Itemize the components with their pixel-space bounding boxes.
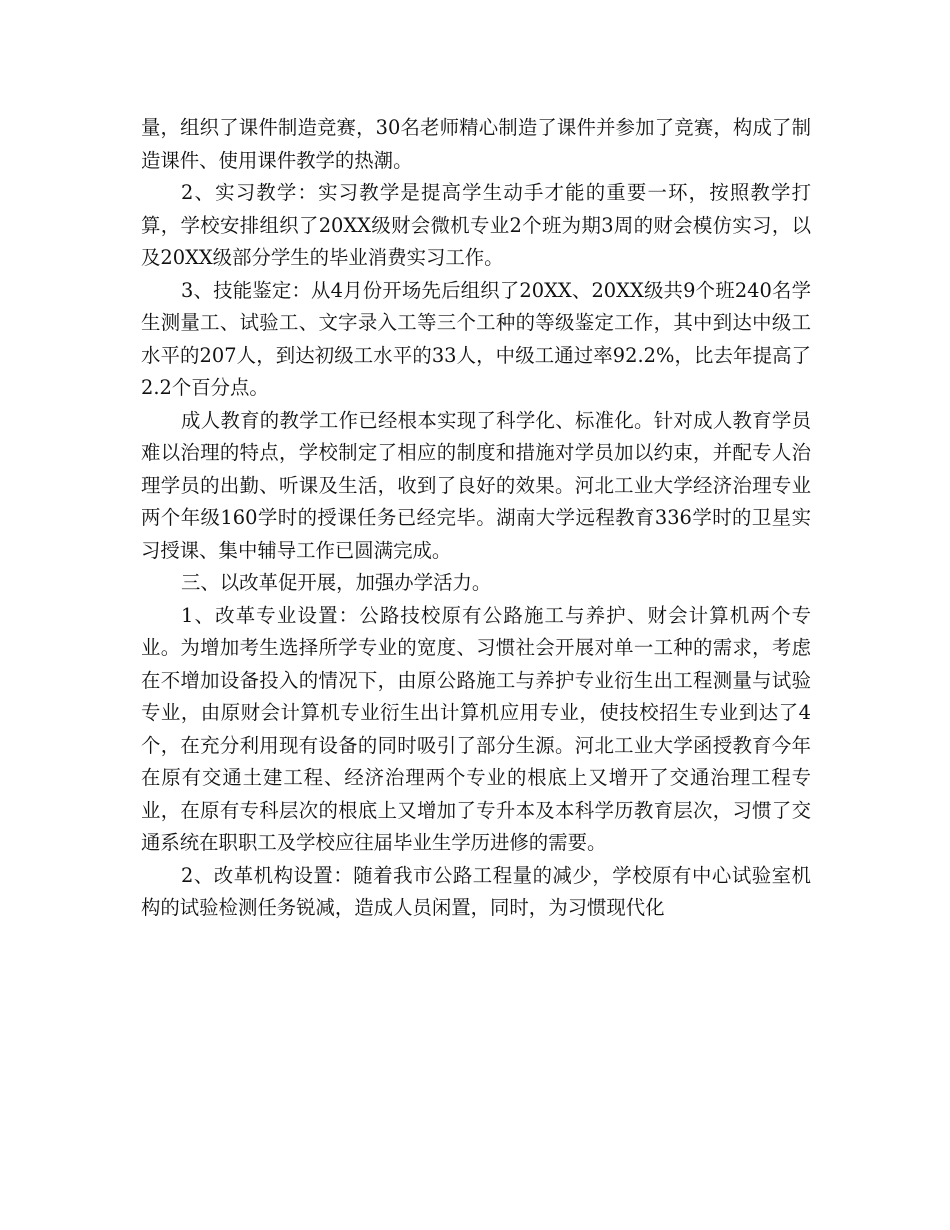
paragraph-4: 成人教育的教学工作已经根本实现了科学化、标准化。针对成人教育学员难以治理的特点，学校制定了相应的制度和措施对学员加以约束，并配专人治理学员的出勤、听课及生活，收到了良好的效果。河北工业大学经济治理专业两个年级160学时的授课任务已经完毕。湖南大学远程教育336学时的卫星实习授课、集中辅导工作已圆满完成。 <box>141 408 811 562</box>
paragraph-3: 3、技能鉴定：从4月份开场先后组织了20XX、20XX级共9个班240名学生测量工、试验工、文字录入工等三个工种的等级鉴定工作，其中到达中级工水平的207人，到达初级工水平的33人，中级工通过率92.2%，比去年提高了2.2个百分点。 <box>141 278 811 399</box>
paragraph-1: 量，组织了课件制造竞赛，30名老师精心制造了课件并参加了竞赛，构成了制造课件、使用课件教学的热潮。 <box>141 116 811 172</box>
section-heading: 三、以改革促开展，加强办学活力。 <box>181 571 492 594</box>
paragraph-6: 1、改革专业设置：公路技校原有公路施工与养护、财会计算机两个专业。为增加考生选择所学专业的宽度、习惯社会开展对单一工种的需求，考虑在不增加设备投入的情况下，由原公路施工与养护专业衍生出工程测量与试验专业，由原财会计算机专业衍生出计算机应用专业，使技校招生专业到达了4个，在充分利用现有设备的同时吸引了部分生源。河北工业大学函授教育今年在原有交通土建工程、经济治理两个专业的根底上又增开了交通治理工程专业，在原有专科层次的根底上又增加了专升本及本科学历教育层次，习惯了交通系统在职职工及学校应往届毕业生学历进修的需要。 <box>141 603 811 854</box>
document-page <box>141 112 811 925</box>
paragraph-2: 2、实习教学：实习教学是提高学生动手才能的重要一环，按照教学打算，学校安排组织了20XX级财会微机专业2个班为期3周的财会模仿实习，以及20XX级部分学生的毕业消费实习工作。 <box>141 181 811 269</box>
paragraph-7: 2、改革机构设置：随着我市公路工程量的减少，学校原有中心试验室机构的试验检测任务锐减，造成人员闲置，同时，为习惯现代化 <box>141 863 811 919</box>
